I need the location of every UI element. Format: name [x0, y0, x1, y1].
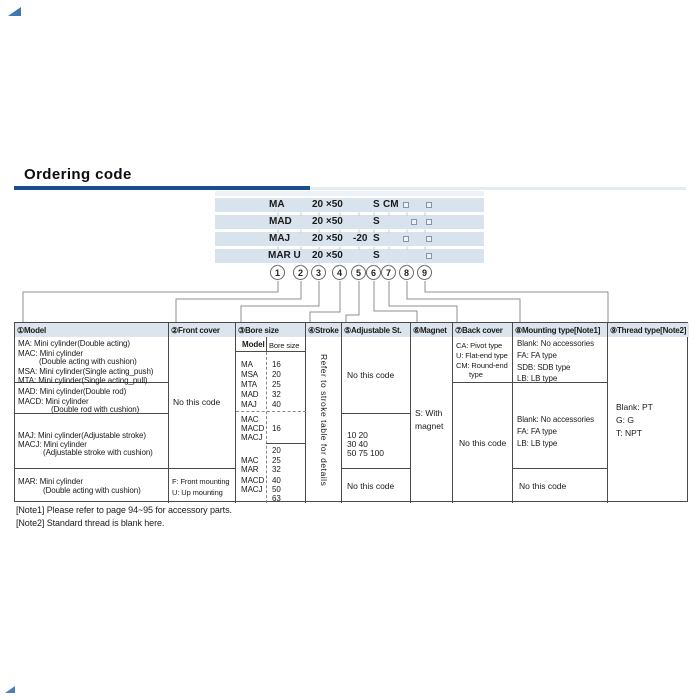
- ordering-code-table: [14, 322, 688, 502]
- col-header-back-cover: ⑦Back cover: [453, 323, 513, 337]
- circle-number-4: 4: [332, 265, 347, 280]
- code-model: MA: [269, 199, 285, 210]
- front-cover-group-2: F: Front mounting U: Up mounting: [169, 469, 236, 503]
- code-row: [215, 249, 484, 263]
- code-adjustable: -20: [353, 233, 368, 244]
- model-group-3: MAJ: Mini cylinder(Adjustable stroke) MACJ: Mini cylinder (Adjustable stroke with cushion): [15, 414, 169, 469]
- footnote-1: [Note1] Please refer to page 94~95 for accessory parts.: [16, 505, 232, 515]
- front-cover-group-1: No this code: [169, 337, 236, 469]
- title-underline-accent: [14, 186, 310, 190]
- code-row: [215, 215, 484, 229]
- code-magnet: S: [373, 233, 380, 244]
- bore-subcolumn-divider-dashed: [266, 352, 267, 503]
- code-size: 20 ×50: [312, 250, 343, 261]
- code-magnet: S: [373, 216, 380, 227]
- placeholder-square-icon: [411, 219, 417, 225]
- bore-group-divider-dashed: [236, 411, 306, 412]
- circle-number-6: 6: [366, 265, 381, 280]
- circle-number-7: 7: [381, 265, 396, 280]
- col-header-model: ①Model: [15, 323, 169, 337]
- title-underline-light: [310, 187, 686, 190]
- code-back: CM: [383, 199, 399, 210]
- page-title: Ordering code: [24, 166, 132, 183]
- placeholder-square-icon: [426, 219, 432, 225]
- code-size: 20 ×50: [312, 199, 343, 210]
- placeholder-square-icon: [426, 253, 432, 259]
- back-cover-group-2: No this code: [453, 383, 513, 503]
- thread-type-cell: Blank: PT G: G T: NPT: [616, 401, 653, 438]
- adjustable-group-3: No this code: [342, 469, 411, 503]
- watermark-triangle-icon: [8, 7, 21, 16]
- code-size: 20 ×50: [312, 233, 343, 244]
- code-row: [215, 232, 484, 246]
- code-model: MAR U: [268, 250, 301, 261]
- bore-subheader-row: Model Bore size: [236, 337, 306, 352]
- model-group-4: MAR: Mini cylinder (Double acting with cushion): [15, 469, 169, 503]
- stroke-cell: Refer to stroke table for details: [306, 337, 342, 503]
- model-group-2: MAD: Mini cylinder(Double rod) MACD: Mini cylinder (Double rod with cushion): [15, 383, 169, 414]
- placeholder-square-icon: [426, 202, 432, 208]
- col-header-thread: ⑨Thread type[Note2]: [608, 323, 689, 337]
- circle-number-1: 1: [270, 265, 285, 280]
- code-model: MAD: [269, 216, 292, 227]
- circle-number-8: 8: [399, 265, 414, 280]
- magnet-cell: S: With magnet: [411, 337, 453, 503]
- code-magnet: S: [373, 199, 380, 210]
- circle-number-9: 9: [417, 265, 432, 280]
- adjustable-group-1: No this code: [342, 337, 411, 414]
- code-top-strip: [215, 191, 484, 196]
- bore-group-divider-partial: [266, 443, 306, 444]
- col-header-front-cover: ②Front cover: [169, 323, 236, 337]
- code-magnet: S: [373, 250, 380, 261]
- mounting-group-1: Blank: No accessories FA: FA type SDB: SDB type LB: LB type: [513, 337, 608, 383]
- circle-number-5: 5: [351, 265, 366, 280]
- code-row: [215, 198, 484, 212]
- col-header-adjustable: ⑤Adjustable St.: [342, 323, 411, 337]
- mounting-group-2: Blank: No accessories FA: FA type LB: LB type: [513, 383, 608, 469]
- bore-size-subtable: Model Bore size MA MSA MTA MAD MAJ 16 20 25 32 40 MAC MACD MACJ 16 20 25 32 40 50 63 MAC MAR MACD MACJ: [236, 337, 306, 503]
- circle-number-3: 3: [311, 265, 326, 280]
- col-header-bore-size: ③Bore size: [236, 323, 306, 337]
- col-header-stroke: ④Stroke: [306, 323, 342, 337]
- bore-subcolumn-divider: [266, 337, 267, 352]
- col-header-magnet: ⑥Magnet: [411, 323, 453, 337]
- footnote-2: [Note2] Standard thread is blank here.: [16, 518, 165, 528]
- col-header-mounting: ⑧Mounting type[Note1]: [513, 323, 608, 337]
- placeholder-square-icon: [426, 236, 432, 242]
- watermark-triangle-icon: [5, 686, 15, 693]
- model-group-1: MA: Mini cylinder(Double acting) MAC: Mini cylinder (Double acting with cushion) MSA: Mini cylinder(Single acting_push) MTA: Mini cylinder(Single acting_pull): [15, 337, 169, 383]
- placeholder-square-icon: [403, 202, 409, 208]
- code-size: 20 ×50: [312, 216, 343, 227]
- mounting-group-3: No this code: [513, 469, 608, 503]
- code-model: MAJ: [269, 233, 291, 244]
- placeholder-square-icon: [403, 236, 409, 242]
- circle-number-2: 2: [293, 265, 308, 280]
- adjustable-group-2: 10 20 30 40 50 75 100: [342, 414, 411, 469]
- back-cover-group-1: CA: Pivot type U: Flat-end type CM: Round-end type: [453, 337, 513, 383]
